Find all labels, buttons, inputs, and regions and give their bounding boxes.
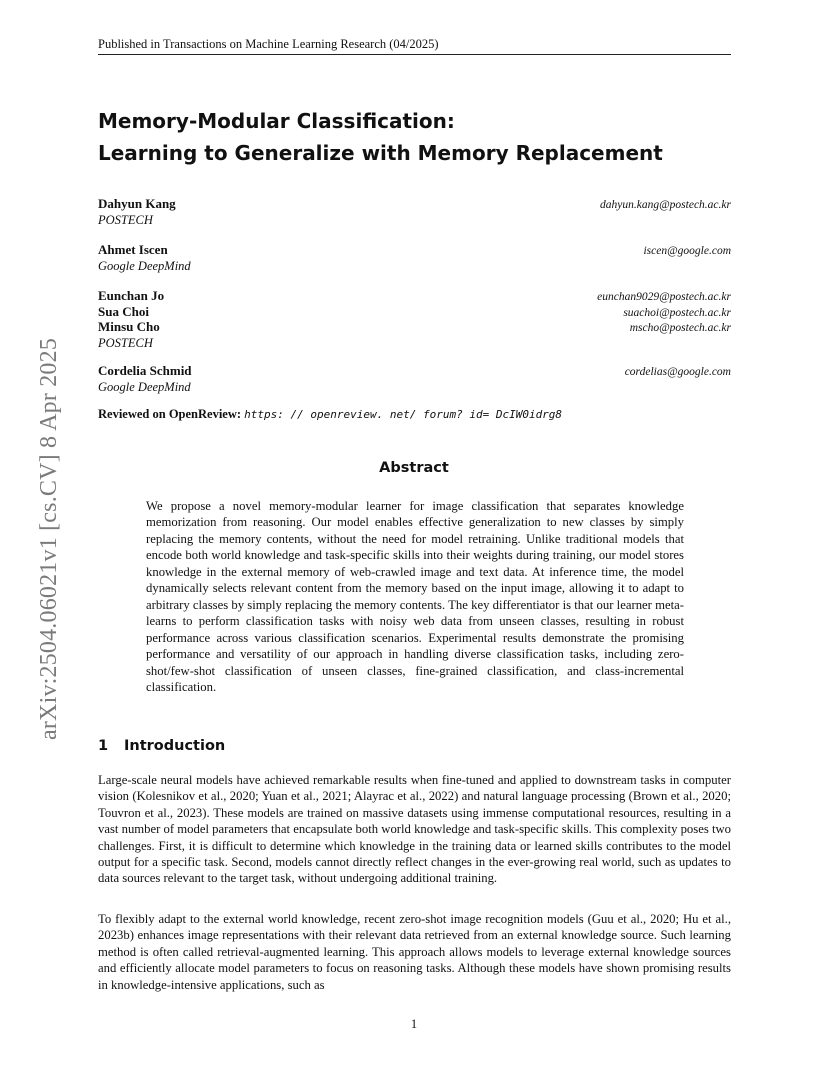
author-block-2	[98, 243, 731, 273]
author-email[interactable]: iscen@google.com	[643, 245, 731, 257]
affiliation: POSTECH	[98, 212, 153, 227]
author-email[interactable]: suachoi@postech.ac.kr	[623, 306, 731, 319]
intro-paragraph-2: To flexibly adapt to the external world knowledge, recent zero-shot image recognition models (Guu et al., 2020; Hu et al., 2023b) enhances image representations with their relevant data retrieved from an external knowledge source. Such learning method is often called retrieval-augmented learning. This approach allows models to leverage external knowledge sources and efficiently allocate model parameters to focus on reasoning tasks. Although these models have shown promising results in knowledge-intensive applications, such as	[98, 912, 731, 992]
author-block-1	[98, 197, 731, 227]
affiliation: Google DeepMind	[98, 379, 191, 394]
author-block-3	[98, 289, 731, 350]
header-rule	[98, 54, 731, 55]
section-heading-introduction	[98, 738, 225, 754]
page-number: 1	[410, 1017, 418, 1031]
paper-title	[98, 105, 738, 169]
section-number: 1	[98, 738, 109, 754]
author-name: Dahyun Kang	[98, 196, 176, 211]
openreview-line	[98, 407, 731, 422]
author-email[interactable]: cordelias@google.com	[624, 366, 731, 378]
abstract-heading: Abstract	[379, 460, 449, 476]
author-name: Minsu Cho	[98, 319, 160, 334]
author-email[interactable]: eunchan9029@postech.ac.kr	[597, 291, 731, 303]
intro-paragraph-1: Large-scale neural models have achieved remarkable results when fine-tuned and applied to downstream tasks in computer vision (Kolesnikov et al., 2020; Yuan et al., 2021; Alayrac et al., 2022) and natural language processing (Brown et al., 2020; Touvron et al., 2023). These models are trained on massive datasets using immense computational resources, resulting in a vast number of model parameters that encapsulate both world knowledge and task-specific skills. This complexity poses two challenges. First, it is difficult to determine which knowledge in the training data or learned skills contributes to the model output for a specific task. Second, models cannot directly reflect changes in the ever-growing real world, such as updates to data sources relevant to the target task, without undergoing additional training.	[98, 773, 731, 886]
abstract-text: We propose a novel memory-modular learner for image classification that separates knowledge memorization from reasoning. Our model enables effective generalization to new classes by simply replacing the memory contents, without the need for model retraining. Unlike traditional models that encode both world knowledge and task-specific skills into their weights during training, our model stores knowledge in the external memory of web-crawled image and text data. At inference time, the model dynamically selects relevant content from the memory based on the input image, allowing it to adapt to arbitrary classes by simply replacing the memory contents. The key differentiator is that our learner meta-learns to perform classification tasks with noisy web data from unseen classes, resulting in robust performance across various classification scenarios. Experimental results demonstrate the promising performance and versatility of our approach in handling diverse classification tasks, including zero-shot/few-shot classification of unseen classes, fine-grained classification, and class-incremental classification.	[146, 499, 684, 694]
openreview-label: Reviewed on OpenReview:	[98, 407, 242, 421]
author-email[interactable]: dahyun.kang@postech.ac.kr	[600, 199, 731, 211]
title-line-1: Memory-Modular Classification:	[98, 109, 455, 133]
journal-header: Published in Transactions on Machine Learning Research (04/2025)	[98, 37, 439, 51]
author-name: Sua Choi	[98, 303, 149, 319]
author-name: Ahmet Iscen	[98, 242, 168, 257]
title-line-2: Learning to Generalize with Memory Replacement	[98, 141, 663, 165]
affiliation: Google DeepMind	[98, 258, 191, 273]
section-title: Introduction	[124, 738, 226, 754]
author-name: Eunchan Jo	[98, 288, 165, 303]
author-email[interactable]: mscho@postech.ac.kr	[629, 322, 731, 334]
author-name: Cordelia Schmid	[98, 363, 192, 378]
arxiv-stamp[interactable]: arXiv:2504.06021v1 [cs.CV] 8 Apr 2025	[36, 337, 62, 740]
author-block-4	[98, 364, 731, 394]
affiliation: POSTECH	[98, 335, 153, 350]
running-header	[98, 36, 731, 55]
openreview-link[interactable]: https: // openreview. net/ forum? id= DcIW0idrg8	[244, 408, 563, 421]
